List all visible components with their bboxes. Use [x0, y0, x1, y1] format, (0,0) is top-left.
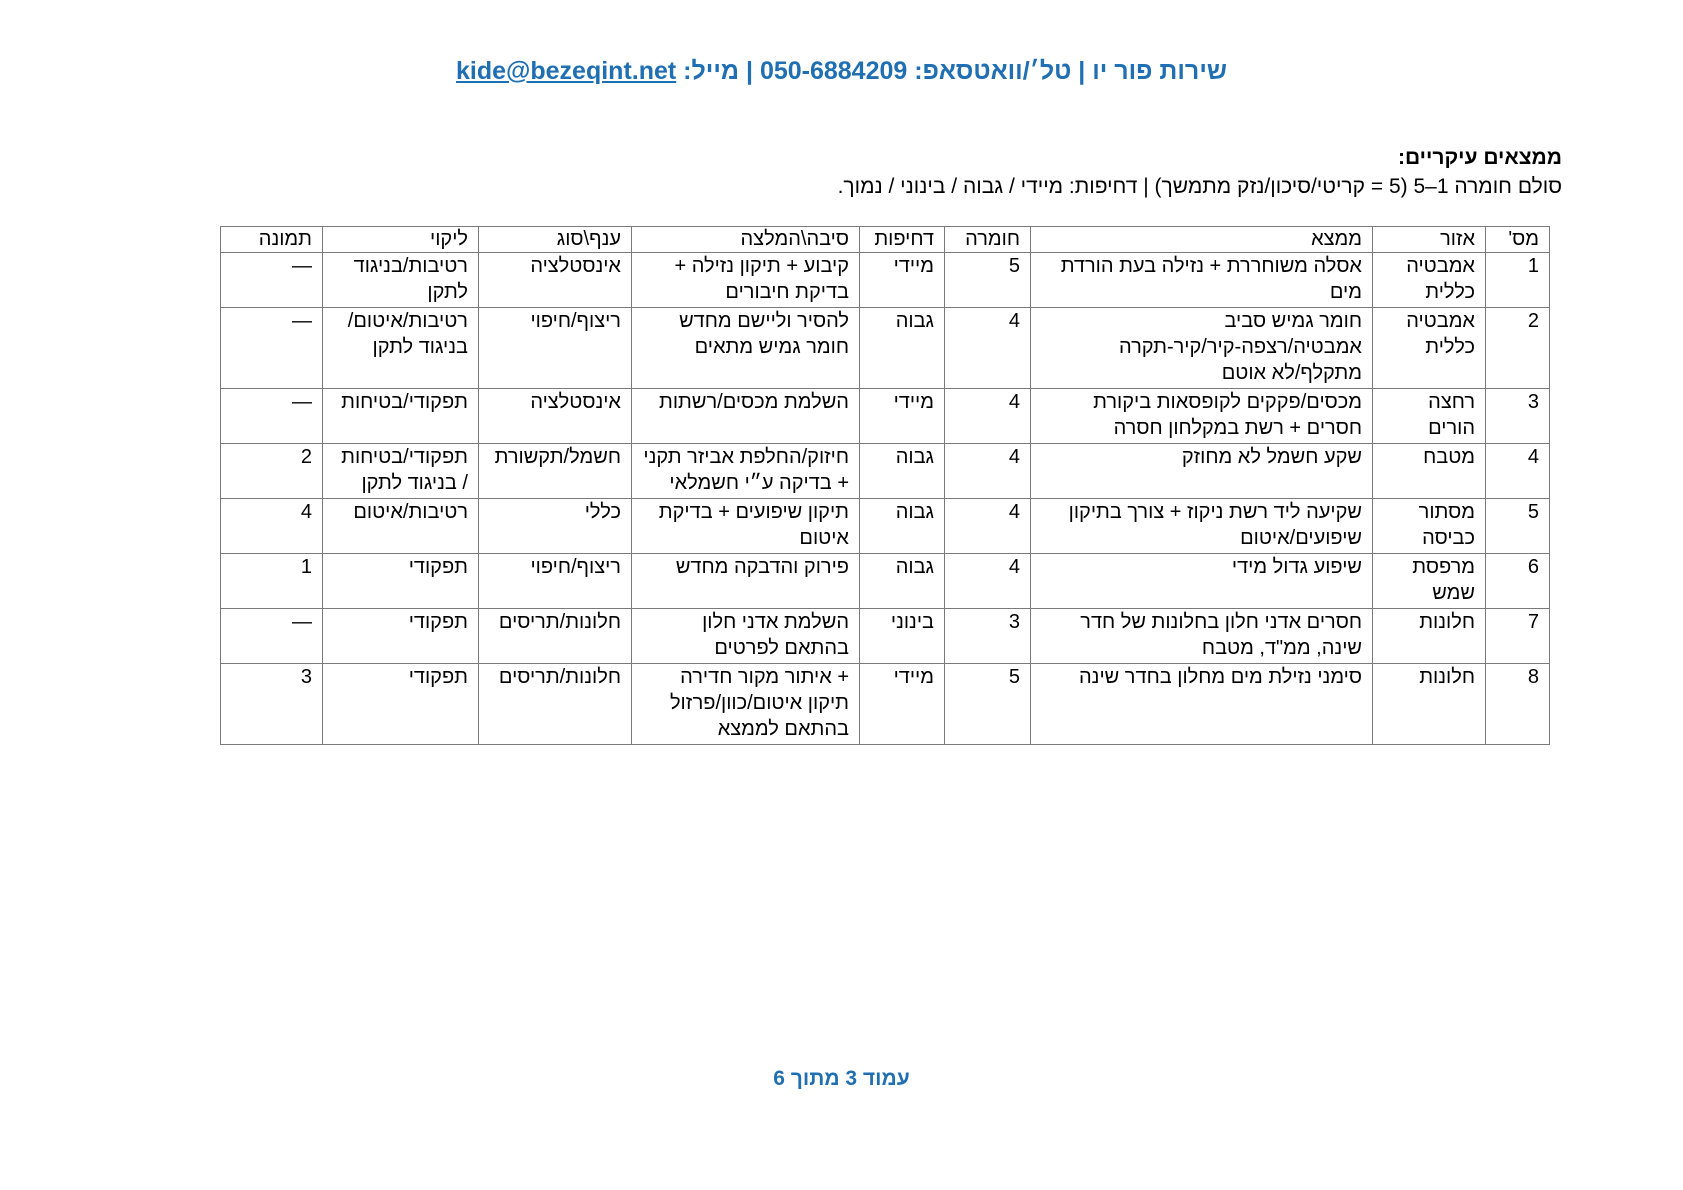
cell-recommendation: להסיר וליישם מחדש חומר גמיש מתאים: [632, 308, 860, 389]
cell-severity: 4: [945, 389, 1031, 444]
cell-area: אמבטיה כללית: [1373, 308, 1486, 389]
cell-urgency: גבוה: [860, 499, 945, 554]
cell-recommendation: + איתור מקור חדירה תיקון איטום/כוון/פרזול בהתאם לממצא: [632, 664, 860, 745]
cell-urgency: מיידי: [860, 664, 945, 745]
cell-finding: שיפוע גדול מידי: [1031, 554, 1373, 609]
column-header-image: תמונה: [221, 227, 323, 253]
cell-defect: תפקודי/בטיחות / בניגוד לתקן: [323, 444, 479, 499]
cell-severity: 3: [945, 609, 1031, 664]
table-row: [221, 444, 1550, 499]
table-row: [221, 664, 1550, 745]
cell-recommendation: חיזוק/החלפת אביזר תקני + בדיקה ע״י חשמלאי: [632, 444, 860, 499]
cell-defect: תפקודי: [323, 609, 479, 664]
cell-number: 5: [1486, 499, 1550, 554]
cell-area: חלונות: [1373, 664, 1486, 745]
column-header-category: ענף\סוג: [479, 227, 632, 253]
table-row: [221, 308, 1550, 389]
cell-defect: תפקודי: [323, 664, 479, 745]
cell-category: ריצוף/חיפוי: [479, 308, 632, 389]
column-header-urgency: דחיפות: [860, 227, 945, 253]
cell-finding: מכסים/פקקים לקופסאות ביקורת חסרים + רשת במקלחון חסרה: [1031, 389, 1373, 444]
cell-category: כללי: [479, 499, 632, 554]
cell-urgency: גבוה: [860, 444, 945, 499]
table-row: [221, 609, 1550, 664]
column-header-area: אזור: [1373, 227, 1486, 253]
cell-category: חשמל/תקשורת: [479, 444, 632, 499]
cell-urgency: בינוני: [860, 609, 945, 664]
cell-finding: חסרים אדני חלון בחלונות של חדר שינה, ממ"ד, מטבח: [1031, 609, 1373, 664]
cell-area: מסתור כביסה: [1373, 499, 1486, 554]
column-header-finding: ממצא: [1031, 227, 1373, 253]
cell-number: 7: [1486, 609, 1550, 664]
cell-urgency: מיידי: [860, 389, 945, 444]
cell-severity: 4: [945, 444, 1031, 499]
cell-recommendation: פירוק והדבקה מחדש: [632, 554, 860, 609]
table-row: [221, 554, 1550, 609]
cell-urgency: גבוה: [860, 308, 945, 389]
cell-image: —: [221, 253, 323, 308]
cell-defect: רטיבות/בניגוד לתקן: [323, 253, 479, 308]
cell-area: מטבח: [1373, 444, 1486, 499]
cell-defect: רטיבות/איטום/ בניגוד לתקן: [323, 308, 479, 389]
cell-finding: שקיעה ליד רשת ניקוז + צורך בתיקון שיפועים/איטום: [1031, 499, 1373, 554]
cell-image: —: [221, 308, 323, 389]
cell-recommendation: קיבוע + תיקון נזילה + בדיקת חיבורים: [632, 253, 860, 308]
cell-recommendation: השלמת מכסים/רשתות: [632, 389, 860, 444]
cell-image: 3: [221, 664, 323, 745]
cell-area: חלונות: [1373, 609, 1486, 664]
column-header-severity: חומרה: [945, 227, 1031, 253]
email-link[interactable]: kide@bezeqint.net: [455, 57, 677, 85]
cell-urgency: גבוה: [860, 554, 945, 609]
cell-defect: תפקודי: [323, 554, 479, 609]
column-header-number: מס': [1486, 227, 1550, 253]
cell-recommendation: השלמת אדני חלון בהתאם לפרטים: [632, 609, 860, 664]
cell-number: 6: [1486, 554, 1550, 609]
cell-finding: חומר גמיש סביב אמבטיה/רצפה-קיר/קיר-תקרה מתקלף/לא אוטם: [1031, 308, 1373, 389]
cell-area: רחצה הורים: [1373, 389, 1486, 444]
page-header: [0, 57, 1683, 86]
cell-defect: רטיבות/איטום: [323, 499, 479, 554]
column-header-recommendation: סיבה\המלצה: [632, 227, 860, 253]
column-header-defect: ליקוי: [323, 227, 479, 253]
cell-image: —: [221, 609, 323, 664]
cell-severity: 4: [945, 499, 1031, 554]
cell-image: 4: [221, 499, 323, 554]
cell-image: 2: [221, 444, 323, 499]
cell-severity: 4: [945, 554, 1031, 609]
cell-category: חלונות/תריסים: [479, 664, 632, 745]
cell-severity: 5: [945, 664, 1031, 745]
cell-area: מרפסת שמש: [1373, 554, 1486, 609]
cell-category: אינסטלציה: [479, 253, 632, 308]
cell-number: 3: [1486, 389, 1550, 444]
cell-finding: אסלה משוחררת + נזילה בעת הורדת מים: [1031, 253, 1373, 308]
cell-number: 2: [1486, 308, 1550, 389]
findings-table: [220, 226, 1550, 745]
cell-defect: תפקודי/בטיחות: [323, 389, 479, 444]
cell-finding: סימני נזילת מים מחלון בחדר שינה: [1031, 664, 1373, 745]
severity-scale-description: סולם חומרה 1–5 (5 = קריטי/סיכון/נזק מתמשך) | דחיפות: מיידי / גבוה / בינוני / נמוך.: [837, 175, 1562, 198]
cell-severity: 5: [945, 253, 1031, 308]
cell-image: —: [221, 389, 323, 444]
table-header-row: [221, 227, 1550, 253]
page-number-footer: עמוד 3 מתוך 6: [773, 1067, 910, 1090]
table-row: [221, 499, 1550, 554]
cell-number: 1: [1486, 253, 1550, 308]
findings-title: ממצאים עיקריים:: [1397, 146, 1562, 169]
cell-number: 4: [1486, 444, 1550, 499]
cell-urgency: מיידי: [860, 253, 945, 308]
cell-severity: 4: [945, 308, 1031, 389]
cell-category: חלונות/תריסים: [479, 609, 632, 664]
cell-image: 1: [221, 554, 323, 609]
cell-category: ריצוף/חיפוי: [479, 554, 632, 609]
cell-finding: שקע חשמל לא מחוזק: [1031, 444, 1373, 499]
table-row: [221, 253, 1550, 308]
cell-number: 8: [1486, 664, 1550, 745]
cell-recommendation: תיקון שיפועים + בדיקת איטום: [632, 499, 860, 554]
cell-category: אינסטלציה: [479, 389, 632, 444]
cell-area: אמבטיה כללית: [1373, 253, 1486, 308]
header-contact-text: שירות פור יו | טל׳/וואטסאפ: 050-6884209 | מייל:: [676, 57, 1227, 85]
table-row: [221, 389, 1550, 444]
